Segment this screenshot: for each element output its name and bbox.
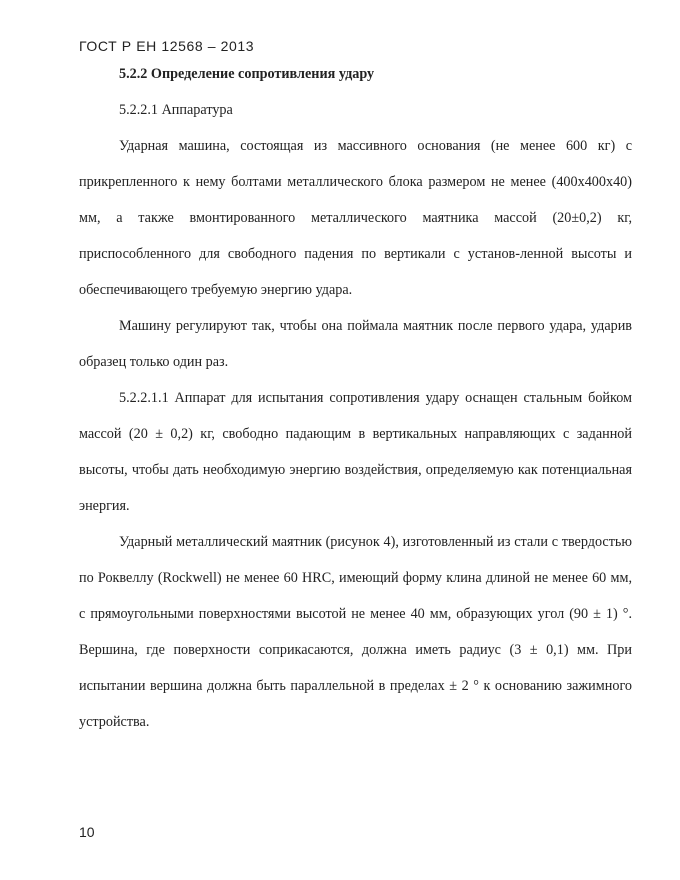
document-header: ГОСТ Р ЕН 12568 – 2013 bbox=[79, 38, 255, 54]
paragraph-machine-adjustment: Машину регулируют так, чтобы она поймала маятник после первого удара, ударив образец только один раз. bbox=[79, 318, 632, 370]
subsection-heading: 5.2.2.1 Аппаратура bbox=[119, 102, 233, 118]
section-heading: 5.2.2 Определение сопротивления удару bbox=[119, 66, 375, 82]
page-number: 10 bbox=[79, 824, 95, 840]
paragraph-impact-machine: Ударная машина, состоящая из массивного основания (не менее 600 кг) с прикрепленного к нему болтами металлического блока размером не менее (400х400х40) мм, а также вмонтированного металлического маятника массой (20±0,2) кг, приспособленного для свободного падения по вертикали с установ-ленной высоты и обеспечивающего требуемую энергию удара. bbox=[79, 138, 632, 298]
paragraph-pendulum: Ударный металлический маятник (рисунок 4), изготовленный из стали с твердостью по Роквеллу (Rockwell) не менее 60 HRC, имеющий форму клина длиной не менее 60 мм, с прямоугольными поверхностями высотой не менее 40 мм, образующих угол (90 ± 1) °. Вершина, где поверхности соприкасаются, должна иметь радиус (3 ± 0,1) мм. При испытании вершина должна быть параллельной в пределах ± 2 ° к основанию зажимного устройства. bbox=[79, 534, 632, 730]
paragraph-test-apparatus: 5.2.2.1.1 Аппарат для испытания сопротивления удару оснащен стальным бойком массой (20 ± 0,2) кг, свободно падающим в вертикальных направляющих с заданной высоты, чтобы дать необходимую энергию воздействия, определяемую как потенциальная энергия. bbox=[79, 390, 632, 514]
document-body bbox=[79, 56, 632, 740]
